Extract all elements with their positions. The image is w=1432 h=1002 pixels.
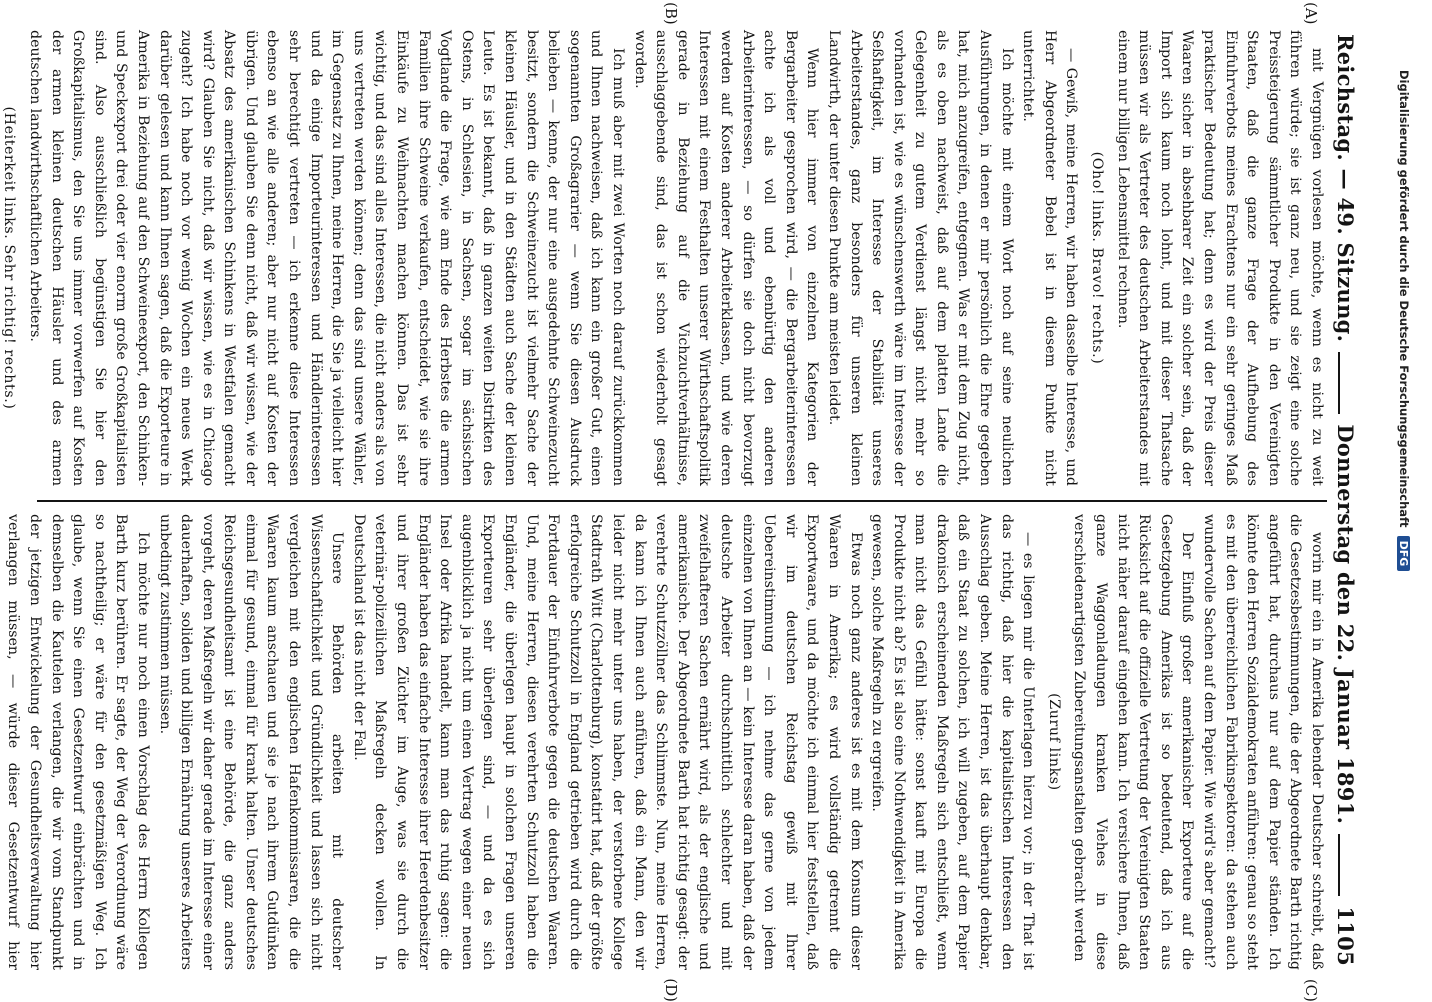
margin-marker-b: (B) xyxy=(662,2,680,25)
paragraph: worin mir ein in Amerika lebender Deutscher schreibt, daß die Gesetzesbestimmungen, die der Abgeordnete Barth richtig angeführt hat, durchaus nur auf dem Papier ständen. Ich könnte den Herren Sozialdemokraten anführen: genau so steht es mit den überreichlichen Fabrikinspektoren: da stehen auch wundervolle Sachen auf dem Papier. Wie wird's aber gemacht? xyxy=(1201,514,1325,970)
paragraph: Unsere Behörden arbeiten mit deutscher Wissenschaftlichkeit und Gründlichkeit und lassen sich nicht vergleichen mit den englischen Hafenkommissaren, die die Waaren kaum anschauen und sie je nach ihrem Gutdünken einmal für gesund, einmal für krank halten. Unser deutsches Reichsgesundheitsamt ist eine Behörde, die ganz anders vorgeht, deren Maßregeln wir daher gerade im Interesse einer dauerhaften, soliden und billigen Ernährung unseres Arbeiters unbedingt zustimmen müssen. xyxy=(156,514,346,970)
paragraph: — Gewiß, meine Herren, wir haben dasselbe Interesse, und Herr Abgeordneter Bebel ist in diesem Punkte nicht unterrichtet. xyxy=(1020,30,1080,486)
column-divider xyxy=(37,500,1327,502)
header-rule xyxy=(1338,352,1340,414)
paragraph: — es liegen mir die Unterlagen hierzu vor; in der That ist das richtig, daß hier die kapitalistischen Interessen den Ausschlag geben. Meine Herren, ist das überhaupt denkbar, daß ein Staat zu solchen, ich will zugeben, auf dem Papier drakonisch erscheinenden Maßregeln sich entschließt, wenn man nicht das Gefühl hätte: sonst kauft mit Europa die Produkte nicht ab? Es ist also eine Nothwendigkeit in Amerika gewesen, solche Maßregeln zu ergreifen. xyxy=(869,514,1037,970)
header-left: Reichstag. — 49. Sitzung. xyxy=(1333,34,1358,343)
interjection: (Oho! links. Bravo! rechts.) xyxy=(1089,151,1106,365)
paragraph: Ich muß aber mit zwei Worten noch darauf zurückkommen und Ihnen nachweisen, daß ich kann ein großer Gut, einen sogenannten Großagrarier — wenn Sie diesen Ausdruck belieben — kenne, der nur eine ausgedehnte Schweinezucht besitzt, sondern die Schweinezucht ist vielmehr Sache der kleinen Häusler, und in den Städten auch Sache der kleinen Leute. Es ist bekannt, daß in ganzen weiten Distrikten des Ostens, in Schlesien, in Sachsen, sogar im sächsischen Vogtlande die Frage, wie am Ende des Herbstes die armen Familien ihre Schweine verkaufen, entscheidet, wie sie ihre Einkäufe zu Weihnachten machen können. Das ist sehr wichtig, und das sind alles Interessen, die nicht anders als von uns vertreten werden können; denn das sind unsere Wähler, im Gegensatz zu Ihnen, meine Herren, die Sie ja vielleicht hier und da einige Importeurinteressen und Händlerinteressen sehr berechtigt vertreten — ich erkenne diese Interessen ebenso an wie alle anderen; aber nur nicht auf Kosten der übrigen. Und glauben Sie denn nicht, daß wir wissen, wie der Absatz des amerikanischen Schinkens in Westfalen gemacht wird? Glauben Sie nicht, daß wir wissen, wie es in Chicago zugeht? Ich habe noch vor wenig Wochen ein neues Werk darüber gelesen und kann Ihnen sagen, daß die Exporteure in Amerika in Beziehung auf den Schweineexport, den Schinken- und Speckexport drei oder vier enorm große Großkapitalisten sind. Also ausschließlich begünstigen Sie hier den Großkapitalismus, den Sie uns immer vorwerfen auf Kosten der armen kleinen deutschen Häusler und des armen deutschen landwirthschaftlichen Arbeiters. xyxy=(26,30,626,486)
paragraph: Der Einfluß großer amerikanischer Exporteure auf die Gesetzgebung Amerikas ist so bedeutend, daß ich aus Rücksicht auf die offizielle Vertretung der Vereinigten Staaten nicht näher darauf eingehen kann. Ich versichere Ihnen, daß ganze Waggonladungen kranken Viehes in diese verschiedenartigsten Zubereitungsanstalten gebracht werden xyxy=(1071,514,1196,970)
paragraph: mit Vergnügen vorlesen möchte, wenn es nicht zu weit führen würde; sie ist ganz neu, und sie zeigt eine solche Preissteigerung sämmtlicher Produkte in den Vereinigten Staaten, daß die ganze Frage der Aufhebung des Einfuhrverbots meines Erachtens nur ein sehr geringes Maß praktischer Bedeutung hat; denn es wird der Preis dieser Waaren sicher in absehbarer Zeit ein solcher sein, daß der Import sich kaum noch lohnt, und mit dieser Thatsache müssen wir als Vertreter des deutschen Arbeiterstandes mit einem nur billigen Lebensmittel rechnen. xyxy=(1114,30,1325,486)
paragraph: Wenn hier immer von einzelnen Kategorien der Bergarbeiter gesprochen wird, — die Bergarbeiterinteressen achte ich als voll und ebenbürtig den anderen Arbeiterinteressen, — so dürfen sie doch nicht bevorzugt werden auf Kosten anderer Arbeiterklassen, und wie deren Interessen mit einem Festhalten unserer Wirthschaftspolitik gerade in Beziehung auf die Vichzuchtverhältnisse, ausschlaggebende sind, das ist schon wiederholt gesagt worden. xyxy=(631,30,821,486)
interjection: (Zuruf links) xyxy=(1045,693,1062,791)
header-date: Donnerstag den 22. Januar 1891. xyxy=(1333,424,1358,825)
interjection: (Heiterkeit links. Sehr richtig! rechts.) xyxy=(1,106,18,410)
header-rule xyxy=(1338,834,1340,896)
running-header xyxy=(1327,30,1358,970)
margin-marker-a: (A) xyxy=(1302,2,1320,25)
digitization-credit xyxy=(1395,70,1413,970)
text-columns xyxy=(1,30,1327,970)
paragraph: Ich möchte mit einem Wort noch auf seine neulichen Ausführungen, in denen er mir persönlich die Ehre gegeben hat, mich anzugreifen, entgegnen. Was er mit dem Zug nicht, als es oben nachweist, daß auf dem platten Lande die Gelegenheit zu gutem Verdienst längst nicht mehr so vorhanden ist, wie es wünschenswerth wäre im Interesse der Seßhaftigkeit, im Interesse der Stabilität unseres Arbeiterstandes, ganz besonders für unseren kleinen Landwirth, der unter diesen Punkte am meisten leidet. xyxy=(825,30,1015,486)
left-column xyxy=(1,30,1327,486)
right-column xyxy=(5,514,1327,970)
dfg-logo: DFG xyxy=(1398,536,1411,572)
margin-marker-d: (D) xyxy=(662,978,680,1002)
paragraph: Ich möchte nur noch einen Vorschlag des Herrn Kollegen Barth kurz berühren. Er sagte, der Weg der Verordnung wäre so nachtheilig; er wäre für den gesetzmäßigen Weg. Ich glaube, wenn Sie einen Gesetzentwurf einbrächten und in demselben die Kautelen verlangen, die wir vom Standpunkt der jetzigen Entwickelung der Gesundheitsverwaltung hier verlangen müssen, — würde dieser Gesetzentwurf hier xyxy=(5,514,151,970)
page-number: 1105 xyxy=(1333,906,1358,966)
credit-text: Digitalisierung gefördert durch die Deutsche Forschungsgemeinschaft xyxy=(1397,70,1411,528)
paragraph: Etwas noch ganz anderes ist es mit dem Konsum dieser Waaren in Amerika; es wird vollständig getrennt die Exportwaare, und da möchte ich einmal hier feststellen, daß wir im deutschen Reichstag gewiß mit Ihrer Uebereinstimmung — ich nehme das gerne von jedem einzelnen von Ihnen an — kein Interesse daran haben, daß der deutsche Arbeiter durchschnittlich schlechter und mit zweifelhafteren Sachen ernährt wird, als der englische und amerikanische. Der Abgeordnete Barth hat richtig gesagt: der verehrte Schutzzöllner das Schlimmste. Nun, meine Herren, da kann ich Ihnen auch anführen, daß ein Mann, den wir leider nicht mehr unter uns haben, der verstorbene Kollege Stadtrath Witt (Charlottenburg), konstatirt hat, daß der größte erfolgreiche Schutzzoll in England getrieben wird durch die Fortdauer der Einfuhrverbote gegen die deutschen Waaren. Und, meine Herren, diesen verehrten Schutzzoll haben die Engländer, die überlegen haupt in solchen Fragen unseren Exporteuren sehr überlegen sind, — und da es sich augenblicklich ja nicht um einen Vertrag wegen einer neuen Insel oder Afrika handelt, kann man das ruhig sagen: die Engländer haben das einfache Interesse ihrer Heerdenbesitzer und ihrer großen Züchter im Auge, was sie durch die veterinär-polizeilichen Maßregeln decken wollen. In Deutschland ist das nicht der Fall. xyxy=(350,514,864,970)
margin-marker-c: (C) xyxy=(1302,978,1320,1002)
